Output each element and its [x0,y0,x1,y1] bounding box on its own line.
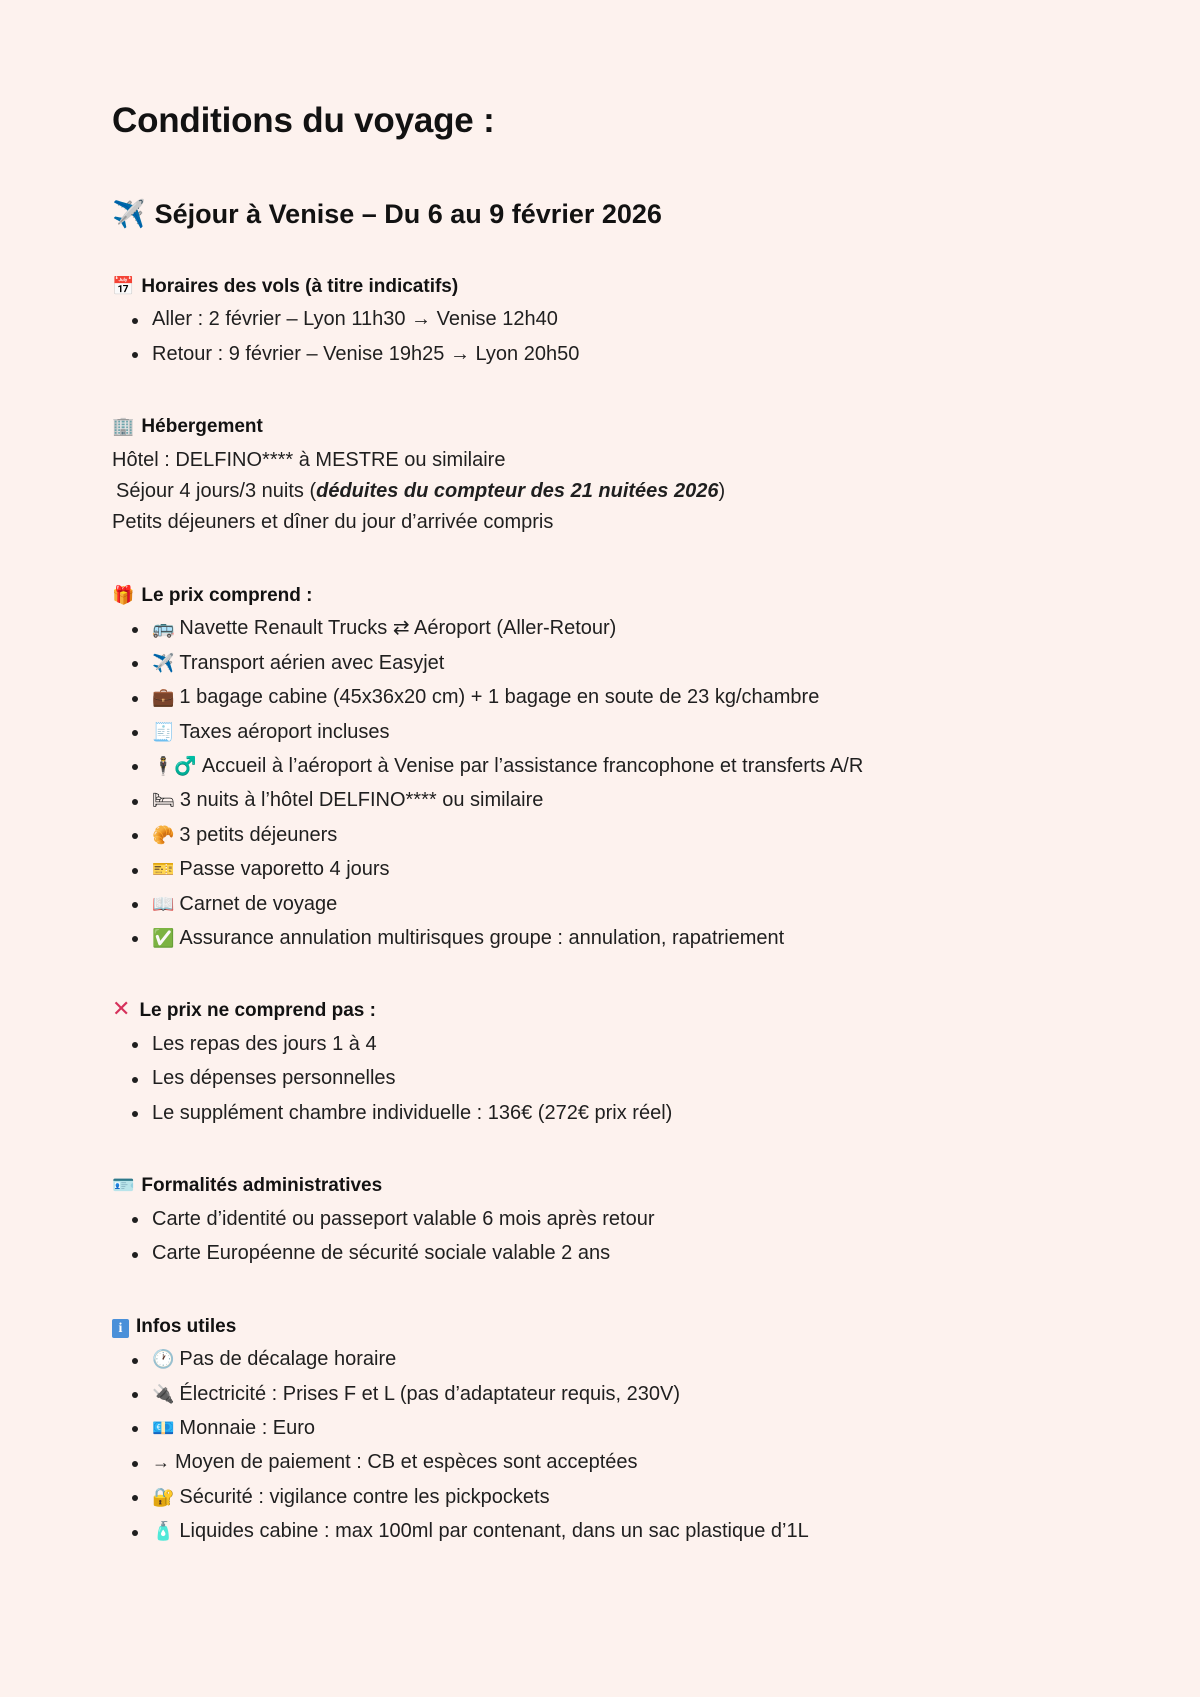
price-excludes-heading [112,998,1080,1024]
page-title: Conditions du voyage : [112,101,495,140]
guide-person-icon: 🕴♂️ [152,756,197,777]
gift-icon: 🎁 [112,584,135,605]
trip-title [112,198,1080,232]
list-item [112,1483,1080,1511]
list-item [112,924,1080,952]
clock-icon: 🕐 [152,1349,175,1370]
list-item [112,1448,1080,1476]
price-includes-list [112,614,1080,952]
list-item-label: 3 petits déjeuners [179,823,338,846]
list-item-label: Électricité : Prises F et L (pas d’adaptateur requis, 230V) [179,1382,681,1405]
list-item [112,1380,1080,1408]
spacer [112,398,1080,414]
flight-schedule-heading-text: Horaires des vols (à titre indicatifs) [141,275,459,297]
list-item-label: 1 bagage cabine (45x36x20 cm) + 1 bagage en soute de 23 kg/chambre [179,686,820,709]
list-item-label: Transport aérien avec Easyjet [179,651,445,674]
bed-icon: 🛏 [152,790,175,811]
accommodation-hotel: Hôtel : DELFINO**** à MESTRE ou similaire [112,448,506,471]
list-item-label: Monnaie : Euro [179,1417,316,1440]
list-item-label: Assurance annulation multirisques groupe : annulation, rapatriement [179,926,785,949]
price-includes-heading-text: Le prix comprend : [141,584,313,606]
arrow-right-icon: → [152,1452,170,1473]
flight-schedule-list [112,305,1080,368]
formalities-heading-text: Formalités administratives [141,1175,383,1197]
bus-icon: 🚌 [152,618,175,639]
airplane-icon: ✈️ [152,652,175,673]
list-item-label: Le supplément chambre individuelle : 136€ (272€ prix réel) [152,1101,673,1124]
trip-title-text: Séjour à Venise – Du 6 au 9 février 2026 [154,199,662,229]
electric-plug-icon: 🔌 [152,1383,175,1404]
section-formalities [112,1173,1080,1267]
flight-outbound: Aller : 2 février – Lyon 11h30 → Venise 12h40 [152,308,558,331]
list-item-label: Navette Renault Trucks ⇄ Aéroport (Aller-Retour) [179,617,617,640]
ticket-icon: 🎫 [152,859,175,880]
open-book-icon: 📖 [152,893,175,914]
spacer [112,982,1080,998]
list-item-label: 3 nuits à l’hôtel DELFINO**** ou similaire [179,789,544,812]
list-item-label: Carte d’identité ou passeport valable 6 mois après retour [152,1207,655,1230]
list-item [112,614,1080,642]
flight-return: Retour : 9 février – Venise 19h25 → Lyon 20h50 [152,342,580,365]
section-price-includes [112,583,1080,953]
list-item-label: Moyen de paiement : CB et espèces sont acceptées [175,1451,638,1474]
list-item-label: Passe vaporetto 4 jours [179,858,390,881]
formalities-heading [112,1173,1080,1199]
formalities-list [112,1205,1080,1268]
section-accommodation [112,414,1080,537]
list-item [112,718,1080,746]
banknote-icon: 💶 [152,1418,175,1439]
accommodation-heading [112,414,1080,440]
list-item [112,1064,1080,1092]
list-item-label: Pas de décalage horaire [179,1348,397,1371]
spacer [112,1157,1080,1173]
list-item [112,1030,1080,1058]
list-item-label: Sécurité : vigilance contre les pickpockets [179,1485,550,1508]
accommodation-duration-emphasis: déduites du compteur des 21 nuitées 2026 [316,479,719,502]
airplane-icon: ✈️ [112,199,146,229]
calendar-icon: 📅 [112,275,135,296]
section-price-excludes [112,998,1080,1127]
accommodation-heading-text: Hébergement [141,416,263,438]
list-item-label: Les dépenses personnelles [152,1067,396,1090]
list-item-label: Accueil à l’aéroport à Venise par l’assistance francophone et transferts A/R [201,755,864,778]
info-icon: i [112,1319,129,1338]
useful-info-heading-text: Infos utiles [136,1315,237,1337]
list-item [112,1517,1080,1545]
list-item [112,1345,1080,1373]
list-item [112,1239,1080,1267]
list-item-label: Les repas des jours 1 à 4 [152,1033,377,1055]
useful-info-list [112,1345,1080,1545]
list-item [112,340,1080,368]
croissant-icon: 🥐 [152,824,175,845]
list-item [112,649,1080,677]
list-item-label: Liquides cabine : max 100ml par contenant, dans un sac plastique d’1L [179,1520,809,1543]
list-item [112,683,1080,711]
list-item [112,1414,1080,1442]
list-item [112,752,1080,780]
price-excludes-list [112,1030,1080,1127]
receipt-icon: 🧾 [152,721,175,742]
list-item [112,786,1080,814]
price-includes-heading [112,583,1080,609]
soap-bottle-icon: 🧴 [152,1521,175,1542]
list-item [112,305,1080,333]
list-item-label: Taxes aéroport incluses [179,720,390,743]
spacer [112,567,1080,583]
briefcase-icon: 💼 [152,687,175,708]
flight-schedule-heading [112,274,1080,300]
accommodation-duration [112,477,1080,506]
accommodation-meals: Petits déjeuners et dîner du jour d’arrivée compris [112,510,554,533]
lock-icon: 🔐 [152,1486,175,1507]
hotel-building-icon: 🏢 [112,416,135,437]
check-mark-icon: ✅ [152,927,175,948]
spacer [112,1298,1080,1314]
list-item [112,855,1080,883]
id-document-icon: 🪪 [112,1175,135,1196]
cross-mark-icon: ✕ [112,996,131,1022]
accommodation-duration-prefix: Séjour 4 jours/3 nuits ( [116,479,317,502]
section-flight-schedule [112,274,1080,368]
section-useful-info [112,1314,1080,1546]
list-item [112,890,1080,918]
list-item [112,1099,1080,1127]
list-item-label: Carnet de voyage [179,892,338,915]
list-item [112,1205,1080,1233]
list-item-label: Carte Européenne de sécurité sociale valable 2 ans [152,1242,611,1265]
price-excludes-heading-text: Le prix ne comprend pas : [139,1000,376,1022]
useful-info-heading [112,1314,1080,1340]
accommodation-duration-suffix: ) [718,479,726,502]
list-item [112,821,1080,849]
